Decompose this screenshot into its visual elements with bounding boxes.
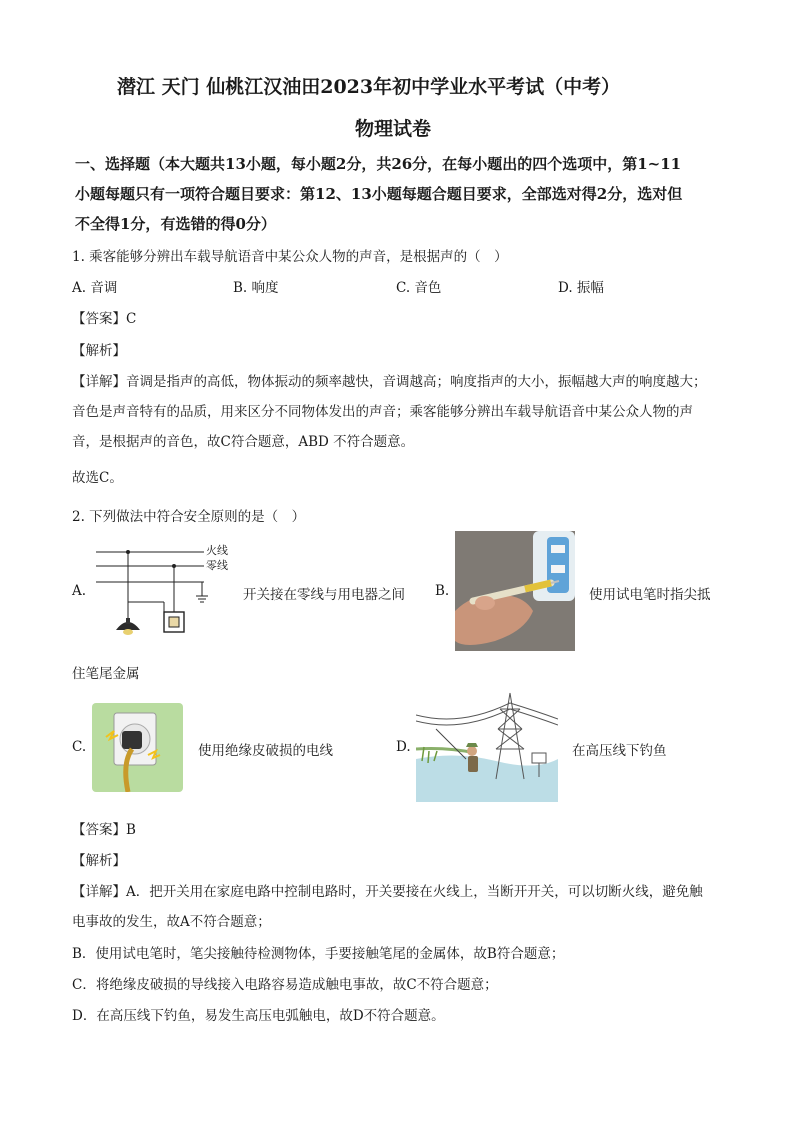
q2-answer: 【答案】B	[72, 822, 136, 838]
q1-conclusion: 故选C。	[72, 470, 123, 486]
page-title: 潜江 天门 仙桃江汉油田2023年初中学业水平考试（中考）	[117, 76, 621, 98]
q2-stem: 2. 下列做法中符合安全原则的是（ ）	[72, 509, 306, 525]
q2-option-b-label: B.	[435, 583, 450, 599]
q1-option-c: C. 音色	[396, 280, 442, 296]
neutral-wire-label: 零线	[206, 559, 228, 572]
q2-option-c-text: 使用绝缘皮破损的电线	[198, 743, 333, 759]
q1-detail-line1: 【详解】音调是指声的高低，物体振动的频率越快，音调越高；响度指声的大小，振幅越大声的响度越大；	[72, 374, 707, 390]
q2-option-b-text: 使用试电笔时指尖抵	[589, 587, 711, 603]
q1-stem: 1. 乘客能够分辨出车载导航语音中某公众人物的声音，是根据声的（ ）	[72, 249, 508, 265]
q2-detail-a-line2: 电事故的发生，故A不符合题意；	[72, 914, 271, 930]
q2-option-b-text-cont: 住笔尾金属	[72, 666, 140, 682]
q1-analysis-label: 【解析】	[72, 343, 126, 359]
live-wire-label: 火线	[206, 544, 228, 557]
q2-option-a-label: A.	[72, 583, 87, 599]
q2-option-d-text: 在高压线下钓鱼	[572, 743, 667, 759]
page-subtitle: 物理试卷	[355, 118, 432, 140]
section-heading-line3: 不全得1分，有选错的得0分）	[75, 215, 276, 233]
q1-answer: 【答案】C	[72, 311, 137, 327]
q1-detail-line3: 音，是根据声的音色，故C符合题意，ABD 不符合题意。	[72, 434, 415, 450]
fishing-under-power-line-image	[416, 689, 558, 802]
q2-option-d-label: D.	[396, 739, 411, 755]
section-heading-line1: 一、选择题（本大题共13小题，每小题2分，共26分，在每小题出的四个选项中，第1~11	[75, 155, 682, 173]
q2-detail-d: D．在高压线下钓鱼，易发生高压电弧触电，故D不符合题意。	[72, 1008, 445, 1024]
q2-option-c-label: C.	[72, 739, 87, 755]
q1-option-d: D. 振幅	[558, 280, 604, 296]
q1-detail-line2: 音色是声音特有的品质，用来区分不同物体发出的声音；乘客能够分辨出车载导航语音中某公众人物的声	[72, 404, 693, 420]
section-heading-line2: 小题每题只有一项符合题目要求：第12、13小题每题合题目要求，全部选对得2分，选对但	[75, 185, 683, 203]
q2-detail-a-line1: 【详解】A．把开关用在家庭电路中控制电路时，开关要接在火线上，当断开开关，可以切断火线，避免触	[72, 884, 703, 900]
damaged-wire-image	[92, 703, 183, 792]
q2-detail-b: B．使用试电笔时，笔尖接触待检测物体，手要接触笔尾的金属体，故B符合题意；	[72, 946, 565, 962]
q2-detail-c: C．将绝缘皮破损的导线接入电路容易造成触电事故，故C不符合题意；	[72, 977, 498, 993]
tester-pen-photo	[455, 531, 575, 651]
circuit-diagram	[92, 540, 242, 642]
q1-option-b: B. 响度	[233, 280, 279, 296]
q2-analysis-label: 【解析】	[72, 853, 126, 869]
q1-option-a: A. 音调	[72, 280, 118, 296]
q2-option-a-text: 开关接在零线与用电器之间	[243, 587, 405, 603]
